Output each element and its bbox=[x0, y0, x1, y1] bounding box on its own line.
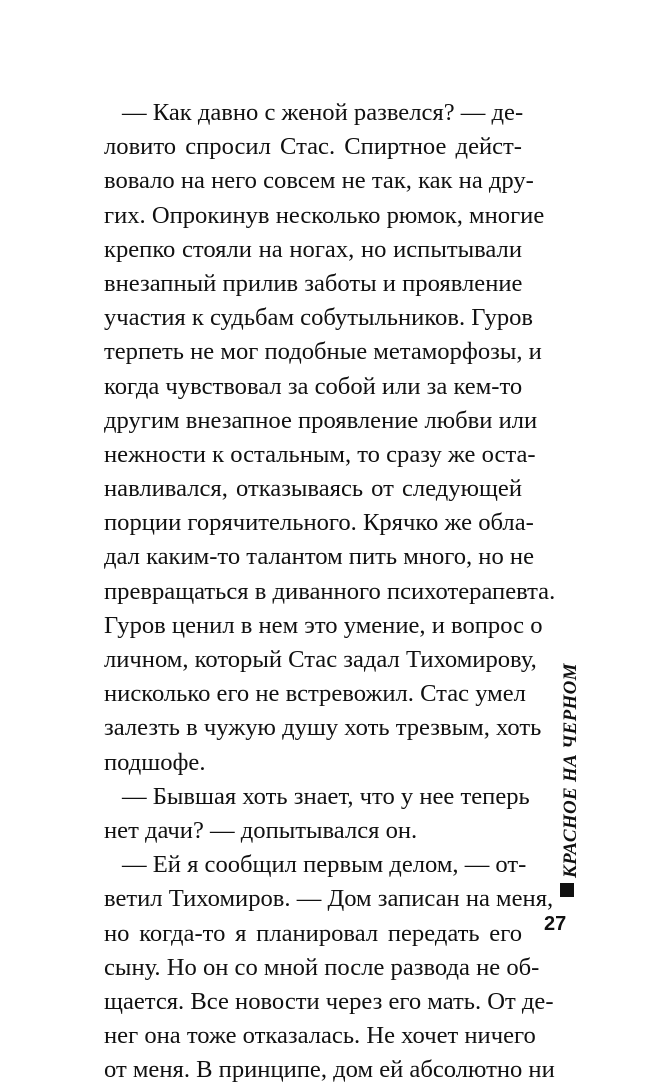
text-line: нет дачи? — допытывался он. bbox=[104, 816, 418, 844]
text-line: терпеть не мог подобные метаморфозы, и bbox=[104, 338, 542, 366]
text-line: Гуров ценил в нем это умение, и вопрос о bbox=[104, 611, 543, 639]
text-line: превращаться в диванного психотерапевта. bbox=[104, 577, 556, 605]
text-line: ловито спросил Стас. Спиртное дейст- bbox=[104, 133, 522, 161]
running-title-text: КРАСНОЕ НА ЧЕРНОМ bbox=[560, 663, 581, 878]
text-line: другим внезапное проявление любви или bbox=[104, 406, 538, 434]
text-line: подшофе. bbox=[104, 748, 206, 776]
text-line: нежности к остальным, то сразу же оста- bbox=[104, 440, 536, 468]
text-line: сыну. Но он со мной после развода не об- bbox=[104, 953, 540, 981]
text-line: гих. Опрокинув несколько рюмок, многие bbox=[104, 201, 545, 229]
text-line: вовало на него совсем не так, как на дру- bbox=[104, 167, 534, 195]
running-title bbox=[560, 663, 581, 880]
text-line: ветил Тихомиров. — Дом записан на меня, bbox=[104, 885, 554, 913]
text-line: от меня. В принципе, дом ей абсолютно ни bbox=[104, 1056, 555, 1084]
text-line: внезапный прилив заботы и проявление bbox=[104, 269, 523, 297]
text-line: залезть в чужую душу хоть трезвым, хоть bbox=[104, 714, 542, 742]
text-line: навливался, отказываясь от следующей bbox=[104, 475, 522, 503]
text-line: дал каким-то талантом пить много, но не bbox=[104, 543, 534, 571]
text-line: щается. Все новости через его мать. От де- bbox=[104, 987, 554, 1015]
text-line: нег она тоже отказалась. Не хочет ничего bbox=[104, 1022, 536, 1050]
text-line: но когда-то я планировал передать его bbox=[104, 919, 522, 947]
text-line: нисколько его не встревожил. Стас умел bbox=[104, 680, 526, 708]
text-line: — Ей я сообщил первым делом, — от- bbox=[122, 851, 527, 879]
text-line: порции горячительного. Крячко же обла- bbox=[104, 509, 534, 537]
text-line: личном, который Стас задал Тихомирову, bbox=[104, 646, 537, 673]
text-line: крепко стояли на ногах, но испытывали bbox=[104, 235, 522, 263]
text-line: когда чувствовал за собой или за кем-то bbox=[104, 372, 523, 400]
square-bullet-icon bbox=[560, 883, 574, 897]
text-line: участия к судьбам собутыльников. Гуров bbox=[104, 304, 534, 332]
text-line: — Как давно с женой развелся? — де- bbox=[122, 99, 524, 126]
page-number: 27 bbox=[544, 913, 567, 935]
text-line: — Бывшая хоть знает, что у нее теперь bbox=[122, 782, 530, 810]
